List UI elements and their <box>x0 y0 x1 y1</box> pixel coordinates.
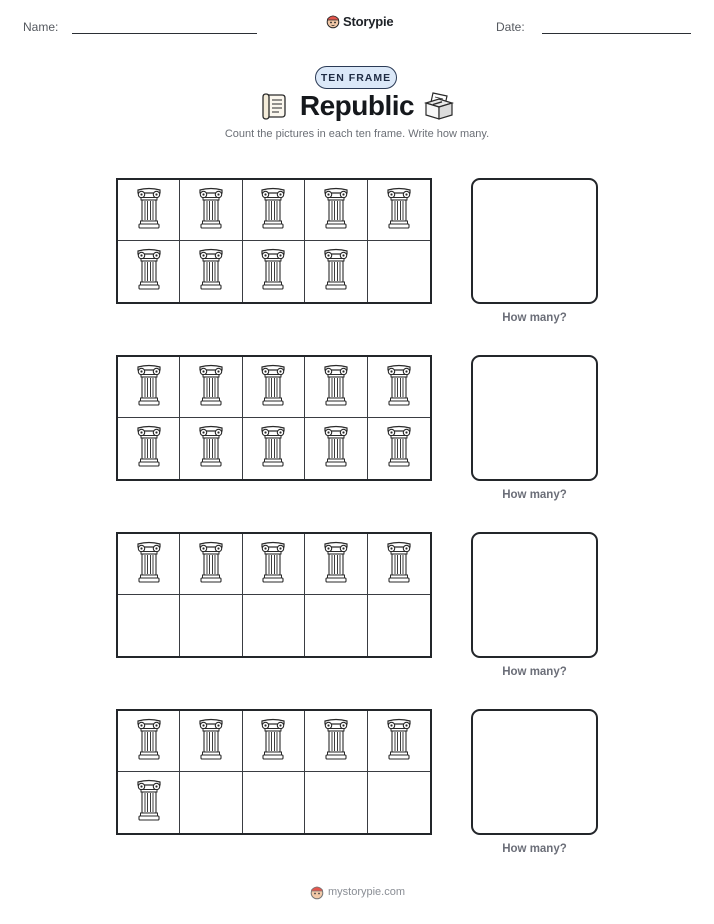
ten-frame-cell <box>118 418 180 479</box>
greek-column-icon <box>260 186 286 235</box>
answer-box-3[interactable] <box>471 532 598 658</box>
instructions: Count the pictures in each ten frame. Write how many. <box>224 128 490 140</box>
ten-frame-cell <box>180 357 242 418</box>
ten-frame-cell <box>180 180 242 241</box>
ten-frame-cell <box>368 241 430 302</box>
greek-column-icon <box>386 717 412 766</box>
ten-frame-cell <box>118 357 180 418</box>
how-many-label-4: How many? <box>502 843 567 855</box>
ten-frame-cell <box>305 534 367 595</box>
greek-column-icon <box>323 247 349 296</box>
how-many-label-1: How many? <box>502 312 567 324</box>
ten-frame-cell <box>180 534 242 595</box>
ten-frame-cell <box>118 241 180 302</box>
greek-column-icon <box>136 247 162 296</box>
greek-column-icon <box>198 247 224 296</box>
ten-frame-cell <box>243 711 305 772</box>
ten-frame-cell <box>368 534 430 595</box>
brand <box>326 13 393 29</box>
worksheet-title: Republic <box>299 90 415 121</box>
ten-frame-3 <box>116 532 432 658</box>
how-many-label-3: How many? <box>502 666 567 678</box>
greek-column-icon <box>260 717 286 766</box>
ten-frame-cell <box>243 357 305 418</box>
ten-frame-cell <box>118 534 180 595</box>
greek-column-icon <box>136 424 162 473</box>
greek-column-icon <box>260 247 286 296</box>
ten-frame-cell <box>118 180 180 241</box>
storypie-logo-icon <box>326 13 340 29</box>
ten-frame-cell <box>368 357 430 418</box>
answer-box-2[interactable] <box>471 355 598 481</box>
ten-frame-cell <box>180 772 242 833</box>
ten-frame-cell <box>305 418 367 479</box>
ballot-box-icon <box>423 91 455 121</box>
greek-column-icon <box>386 540 412 589</box>
ten-frame-cell <box>180 241 242 302</box>
greek-column-icon <box>386 363 412 412</box>
greek-column-icon <box>136 778 162 827</box>
greek-column-icon <box>198 186 224 235</box>
greek-column-icon <box>136 717 162 766</box>
ten-frame-cell <box>118 595 180 656</box>
ten-frame-cell <box>368 711 430 772</box>
greek-column-icon <box>198 540 224 589</box>
ten-frame-cell <box>368 418 430 479</box>
date-line[interactable] <box>542 33 691 34</box>
greek-column-icon <box>136 186 162 235</box>
ten-frame-cell <box>180 711 242 772</box>
ten-frame-2 <box>116 355 432 481</box>
ten-frame-cell <box>243 595 305 656</box>
ten-frame-cell <box>243 180 305 241</box>
greek-column-icon <box>323 540 349 589</box>
greek-column-icon <box>198 363 224 412</box>
greek-column-icon <box>323 424 349 473</box>
greek-column-icon <box>386 424 412 473</box>
brand-name: Storypie <box>343 13 394 29</box>
greek-column-icon <box>323 717 349 766</box>
date-label: Date: <box>496 20 525 34</box>
name-label: Name: <box>23 20 59 34</box>
ten-frame-cell <box>118 711 180 772</box>
greek-column-icon <box>198 424 224 473</box>
ten-frame-cell <box>180 595 242 656</box>
ten-frame-cell <box>305 180 367 241</box>
ten-frame-cell <box>243 534 305 595</box>
ten-frame-cell <box>368 180 430 241</box>
ten-frame-cell <box>368 595 430 656</box>
greek-column-icon <box>136 540 162 589</box>
ten-frame-cell <box>243 241 305 302</box>
ten-frame-4 <box>116 709 432 835</box>
ten-frame-cell <box>305 357 367 418</box>
ten-frame-cell <box>305 772 367 833</box>
ten-frame-cell <box>243 418 305 479</box>
ten-frame-cell <box>118 772 180 833</box>
ten-frame-cell <box>305 595 367 656</box>
ten-frame-cell <box>180 418 242 479</box>
worksheet-type-badge: TEN FRAME <box>315 66 397 89</box>
greek-column-icon <box>323 363 349 412</box>
greek-column-icon <box>386 186 412 235</box>
footer-url: mystorypie.com <box>328 886 406 898</box>
name-line[interactable] <box>72 33 257 34</box>
answer-box-1[interactable] <box>471 178 598 304</box>
greek-column-icon <box>323 186 349 235</box>
greek-column-icon <box>260 424 286 473</box>
greek-column-icon <box>136 363 162 412</box>
greek-column-icon <box>260 540 286 589</box>
answer-box-4[interactable] <box>471 709 598 835</box>
storypie-logo-icon <box>310 884 324 900</box>
ten-frame-cell <box>368 772 430 833</box>
how-many-label-2: How many? <box>502 489 567 501</box>
ten-frame-1 <box>116 178 432 304</box>
ten-frame-cell <box>305 241 367 302</box>
greek-column-icon <box>260 363 286 412</box>
ten-frame-cell <box>305 711 367 772</box>
footer <box>310 884 405 900</box>
greek-column-icon <box>198 717 224 766</box>
ten-frame-cell <box>243 772 305 833</box>
